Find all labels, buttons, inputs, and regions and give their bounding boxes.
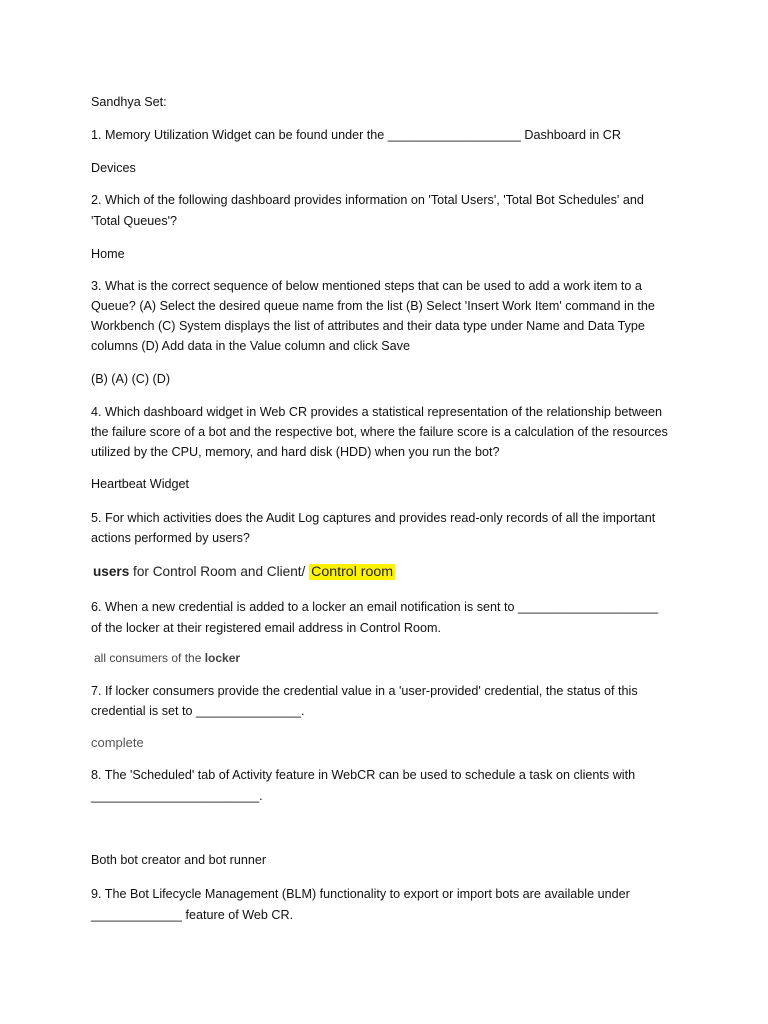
answer-bold-locker: locker [204,651,241,665]
question-8-answer: Both bot creator and bot runner [91,853,267,867]
question-9-text-line2: _____________ feature of Web CR. [91,908,294,922]
question-6-text-line1: 6. When a new credential is added to a locker an email notification is sent to ____________________ [91,600,659,614]
question-9-text-line1: 9. The Bot Lifecycle Management (BLM) functionality to export or import bots are available under [91,887,630,901]
document-title: Sandhya Set: [91,95,167,109]
question-4-text-line3: utilized by the CPU, memory, and hard disk (HDD) when you run the bot? [91,445,500,459]
question-7-answer: complete [91,735,144,750]
answer-highlight: Control room [311,564,394,580]
question-6-text-line2: of the locker at their registered email address in Control Room. [91,621,441,635]
question-5-text-line2: actions performed by users? [91,531,250,545]
question-7-text-line1: 7. If locker consumers provide the credential value in a 'user-provided' credential, the status of this [91,684,638,698]
answer-text: all consumers of the [94,651,205,665]
question-2-answer: Home [91,247,125,261]
answer-text: for Control Room and Client/ [129,564,310,579]
question-5-answer [93,562,693,582]
question-3-answer: (B) (A) (C) (D) [91,372,171,386]
question-3-text-line1: 3. What is the correct sequence of below mentioned steps that can be used to add a work item to a [91,279,642,293]
question-4-text-line2: the failure score of a bot and the respective bot, where the failure score is a calculation of the resources [91,425,668,439]
answer-bold-users: users [93,564,130,579]
question-4-answer: Heartbeat Widget [91,477,190,491]
question-8-text-line1: 8. The 'Scheduled' tab of Activity feature in WebCR can be used to schedule a task on clients with [91,768,636,782]
question-2-text-line1: 2. Which of the following dashboard provides information on 'Total Users', 'Total Bot Schedules' and [91,193,644,207]
question-8-text-line2: ________________________. [91,789,263,803]
question-1-text: 1. Memory Utilization Widget can be found under the ___________________ Dashboard in CR [91,128,621,142]
question-1-answer: Devices [91,161,136,175]
question-3-text-line3: Workbench (C) System displays the list of attributes and their data type under Name and Data Type [91,319,645,333]
question-7-text-line2: credential is set to _______________. [91,704,305,718]
question-6-answer [94,648,694,668]
question-3-text-line2: Queue? (A) Select the desired queue name from the list (B) Select 'Insert Work Item' command in the [91,299,655,313]
question-5-text-line1: 5. For which activities does the Audit Log captures and provides read-only records of all the important [91,511,656,525]
question-4-text-line1: 4. Which dashboard widget in Web CR provides a statistical representation of the relationship between [91,405,662,419]
question-3-text-line4: columns (D) Add data in the Value column and click Save [91,339,410,353]
question-2-text-line2: 'Total Queues'? [91,214,178,228]
